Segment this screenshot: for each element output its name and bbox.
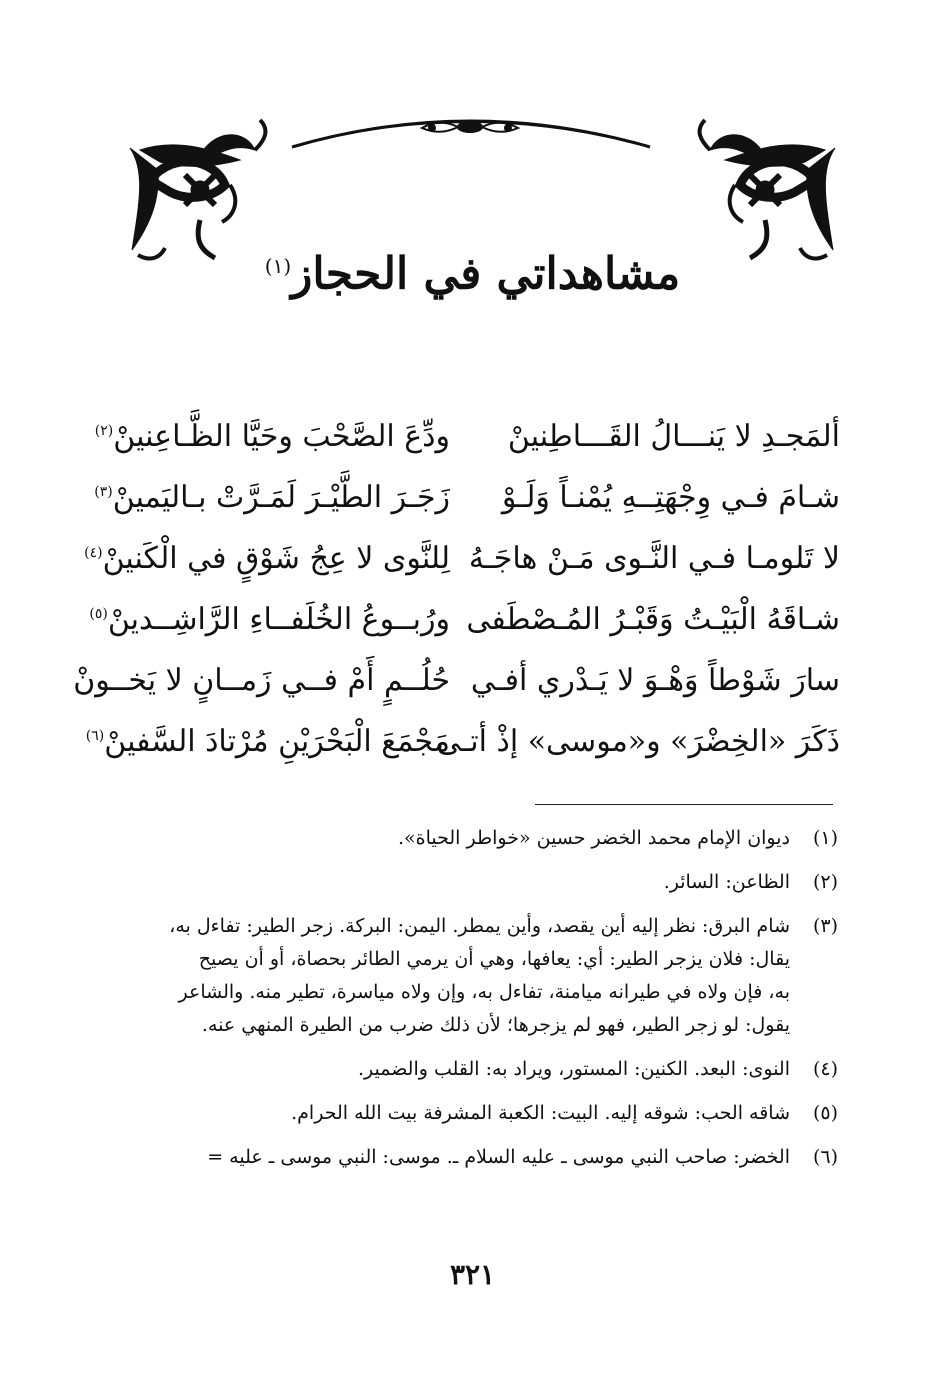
footnote-number: (٤) bbox=[812, 1058, 838, 1080]
footnote-text: شاقه الحب: شوقه إليه. البيت: الكعبة المشرفة بيت الله الحرام. bbox=[291, 1102, 790, 1124]
footnote-mark: (٦) bbox=[85, 728, 105, 744]
footnote-text: الخضر: صاحب النبي موسى ـ عليه السلام ـ. موسى: النبي موسى ـ عليه = bbox=[207, 1146, 790, 1168]
footnote bbox=[118, 822, 838, 855]
footnote-number: (٦) bbox=[812, 1146, 838, 1168]
verse bbox=[85, 711, 840, 772]
ornament-knot bbox=[422, 122, 518, 132]
page-number: ٣٢١ bbox=[449, 1258, 496, 1291]
verse bbox=[73, 650, 840, 711]
footnote-number: (٣) bbox=[812, 915, 838, 937]
footnote-number: (٢) bbox=[812, 871, 838, 893]
footnote bbox=[118, 910, 838, 1042]
poem bbox=[73, 406, 840, 772]
verse-first-hemistich: لا تَلومـا فـي النَّـوى مَـنْ هاجَـهُ bbox=[468, 541, 840, 576]
footnote-text: شام البرق: نظر إليه أين يقصد، وأين يمطر. اليمن: البركة. زجر الطير: تفاءل به، bbox=[169, 915, 790, 937]
poem-title bbox=[0, 236, 945, 305]
poem-title-text: مشاهداتي في الحجاز bbox=[291, 248, 681, 300]
verse bbox=[94, 406, 840, 467]
verse-first-hemistich: سارَ شَوْطاً وَهْـوَ لا يَـدْري أفـي bbox=[470, 663, 840, 698]
verse-first-hemistich: شـاقَهُ الْبَيْـتُ وَقَبْـرُ المُـصْطَفى bbox=[466, 602, 840, 637]
verse-second-hemistich: ودِّعَ الصَّحْبَ وحَيَّا الظَّـاعِنينْ$^{(٢)}$ bbox=[94, 419, 450, 454]
footnotes bbox=[118, 822, 838, 1185]
footnote-text: به، فإن ولاه في طيرانه ميامنة، تفاءل به، وإن ولاه مياسرة، تطير منه. والشاعر bbox=[178, 981, 790, 1003]
footnote bbox=[118, 1141, 838, 1174]
verse-second-hemistich: زَجَـرَ الطَّيْـرَ لَمَـرَّتْ بـاليَمينْ$^{(٣)}$ bbox=[94, 480, 450, 515]
footnote-number: (١) bbox=[812, 827, 838, 849]
footnote bbox=[118, 866, 838, 899]
footnote-mark: (٤) bbox=[84, 545, 103, 561]
footnote-mark: (٢) bbox=[94, 423, 114, 439]
footnote-text: يقول: لو زجر الطير، فهو لم يزجرها؛ لأن ذلك ضرب من الطيرة المنهي عنه. bbox=[201, 1014, 790, 1036]
footnote-separator bbox=[535, 804, 833, 805]
verse-first-hemistich: شـامَ فـي وِجْهَتِــهِ يُمْنـاً وَلَـوْ bbox=[501, 480, 840, 515]
verse-first-hemistich: ألمَجـدِ لا يَنـــالُ القَـــاطِنينْ bbox=[507, 419, 840, 454]
verse bbox=[94, 467, 840, 528]
footnote-text: ديوان الإمام محمد الخضر حسين «خواطر الحياة». bbox=[397, 827, 790, 849]
footnote-number: (٥) bbox=[812, 1102, 838, 1124]
title-footnote-mark: (١) bbox=[264, 254, 292, 278]
verse-second-hemistich: لِلنَّوى لا عِجُ شَوْقٍ في الْكَنينْ$^{(٤)}$ bbox=[84, 541, 450, 576]
verse bbox=[84, 528, 840, 589]
footnote-mark: (٥) bbox=[89, 606, 108, 622]
footnote-text: النوى: البعد. الكنين: المستور، ويراد به: القلب والضمير. bbox=[357, 1058, 790, 1080]
footnote bbox=[118, 1097, 838, 1130]
footnote-text: يقال: فلان يزجر الطير: أي: يعافها، وهي أن يرمي الطائر بحصاة، أو أن يصيح bbox=[198, 948, 790, 970]
footnote bbox=[118, 1053, 838, 1086]
footnote-text: الظاعن: السائر. bbox=[663, 871, 790, 893]
verse bbox=[89, 589, 840, 650]
verse-second-hemistich: حُلُــمٍ أَمْ فــي زَمــانٍ لا يَخــونْ bbox=[73, 663, 450, 698]
verse-second-hemistich: مَجْمَعَ الْبَحْرَيْنِ مُرْتادَ السَّفينْ$^{(٦)}$ bbox=[85, 724, 450, 759]
verse-first-hemistich: ذَكَرَ «الخِضْرَ» و«موسى» إذْ أتـى bbox=[436, 724, 840, 759]
verse-second-hemistich: ورُبــوعُ الخُلَفــاءِ الرَّاشِــدينْ$^{(٥)}$ bbox=[89, 602, 450, 637]
footnote-mark: (٣) bbox=[94, 484, 113, 500]
